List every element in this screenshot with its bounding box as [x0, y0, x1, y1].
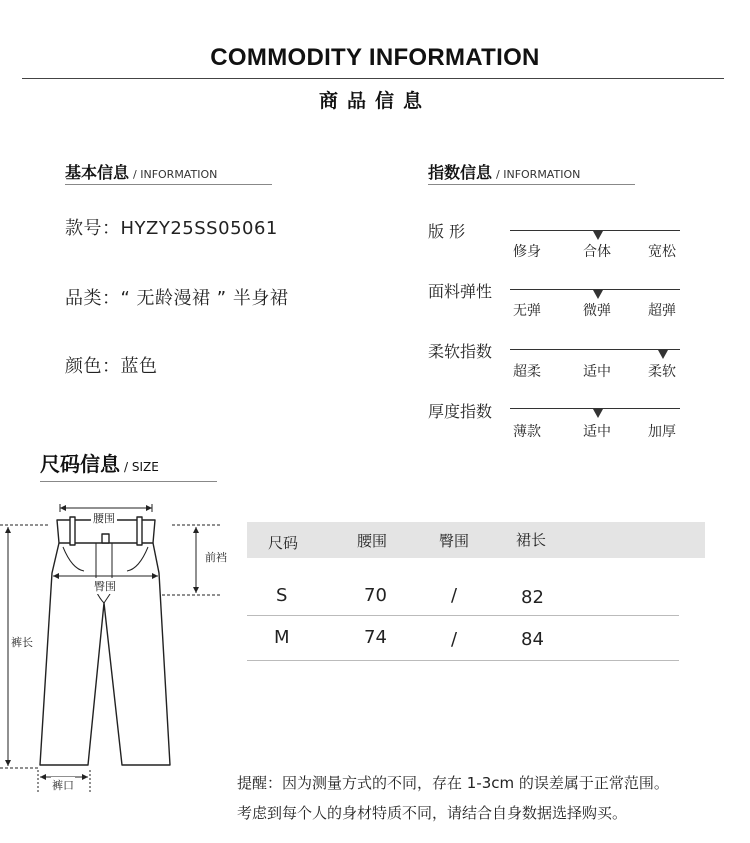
index-option-thickness-0: 薄款	[513, 424, 541, 440]
belt-loop-left	[70, 517, 75, 545]
page-title: COMMODITY INFORMATION	[210, 44, 540, 71]
index-label-softness: 柔软指数	[428, 342, 493, 361]
waist-arrow-right	[146, 505, 152, 511]
index-info-title-en: / INFORMATION	[496, 168, 581, 181]
table-row-0-size: S	[276, 585, 288, 606]
index-option-fit-2: 宽松	[648, 244, 676, 260]
table-row-0-hip: /	[451, 585, 458, 606]
measurement-note: 提醒：因为测量方式的不同，存在 1-3cm 的误差属于正常范围。	[237, 774, 669, 792]
table-row-divider-1	[247, 660, 679, 661]
basic-info-title	[65, 160, 217, 183]
hem-arrow-left	[40, 774, 46, 780]
rise-arrow-top	[193, 527, 199, 533]
fit-advice-note: 考虑到每个人的身材特质不同，请结合自身数据选择购买。	[237, 804, 628, 822]
index-option-softness-2: 柔软	[648, 364, 676, 380]
index-option-elasticity-2: 超弹	[648, 303, 676, 319]
index-info-title-cn: 指数信息	[428, 163, 493, 182]
waist-arrow-left	[60, 505, 66, 511]
index-option-softness-0: 超柔	[513, 364, 541, 380]
table-row-divider-0	[247, 615, 679, 616]
table-row-0-length: 82	[521, 587, 544, 608]
index-info-divider	[428, 184, 635, 185]
table-header-length: 裙长	[516, 531, 547, 549]
page-subtitle: 商品信息	[318, 90, 431, 112]
index-info-title	[428, 160, 580, 183]
rise-arrow-bottom	[193, 587, 199, 593]
basic-info-title-cn: 基本信息	[65, 163, 130, 182]
size-info-title-cn: 尺码信息	[40, 452, 120, 476]
pocket-left	[63, 547, 84, 571]
index-option-fit-0: 修身	[513, 244, 541, 260]
hem-arrow-right	[82, 774, 88, 780]
basic-info-title-en: / INFORMATION	[133, 168, 218, 181]
table-row-1-waist: 74	[364, 627, 387, 648]
index-marker-softness	[658, 350, 668, 359]
index-option-thickness-2: 加厚	[648, 424, 676, 440]
belt-loop-right	[137, 517, 142, 545]
index-track-softness	[510, 349, 680, 350]
waist-button	[102, 534, 109, 543]
index-option-softness-1: 适中	[583, 364, 611, 380]
table-row-1-size: M	[274, 627, 290, 648]
table-row-1-length: 84	[521, 629, 544, 650]
table-header-size: 尺码	[268, 534, 299, 552]
length-arrow-bottom	[5, 760, 11, 766]
fly-placket	[96, 543, 112, 603]
title-divider	[22, 78, 724, 79]
size-table-header	[247, 522, 705, 558]
table-header-hip: 臀围	[439, 532, 470, 550]
table-row-1-hip: /	[451, 629, 458, 650]
index-option-elasticity-1: 微弹	[583, 303, 611, 319]
hip-arrow-right	[152, 573, 158, 579]
index-option-fit-1: 合体	[583, 244, 611, 260]
table-header-waist: 腰围	[357, 532, 388, 550]
style-number: 款号：HYZY25SS05061	[65, 218, 278, 239]
index-label-elasticity: 面料弹性	[428, 282, 493, 301]
index-option-elasticity-0: 无弹	[513, 303, 541, 319]
basic-info-divider	[65, 184, 272, 185]
diagram-label-length: 裤长	[11, 636, 33, 649]
index-label-fit: 版 形	[428, 222, 466, 241]
pocket-right	[127, 547, 148, 571]
length-arrow-top	[5, 527, 11, 533]
index-marker-thickness	[593, 409, 603, 418]
index-marker-fit	[593, 231, 603, 240]
product-category: 品类：“ 无龄漫裙 ” 半身裙	[65, 288, 289, 309]
size-info-divider	[40, 481, 217, 482]
index-option-thickness-1: 适中	[583, 424, 611, 440]
diagram-label-hem: 裤口	[52, 779, 74, 792]
diagram-label-waist: 腰围	[93, 512, 115, 525]
index-marker-elasticity	[593, 290, 603, 299]
index-label-thickness: 厚度指数	[428, 402, 493, 421]
hip-arrow-left	[53, 573, 59, 579]
diagram-label-front-rise: 前裆	[205, 551, 227, 564]
size-info-title	[40, 448, 159, 477]
diagram-label-hip: 臀围	[94, 580, 116, 593]
size-info-title-en: / SIZE	[124, 460, 159, 474]
table-row-0-waist: 70	[364, 585, 387, 606]
pants-measurement-diagram	[0, 495, 236, 795]
product-color: 颜色：蓝色	[65, 356, 158, 377]
